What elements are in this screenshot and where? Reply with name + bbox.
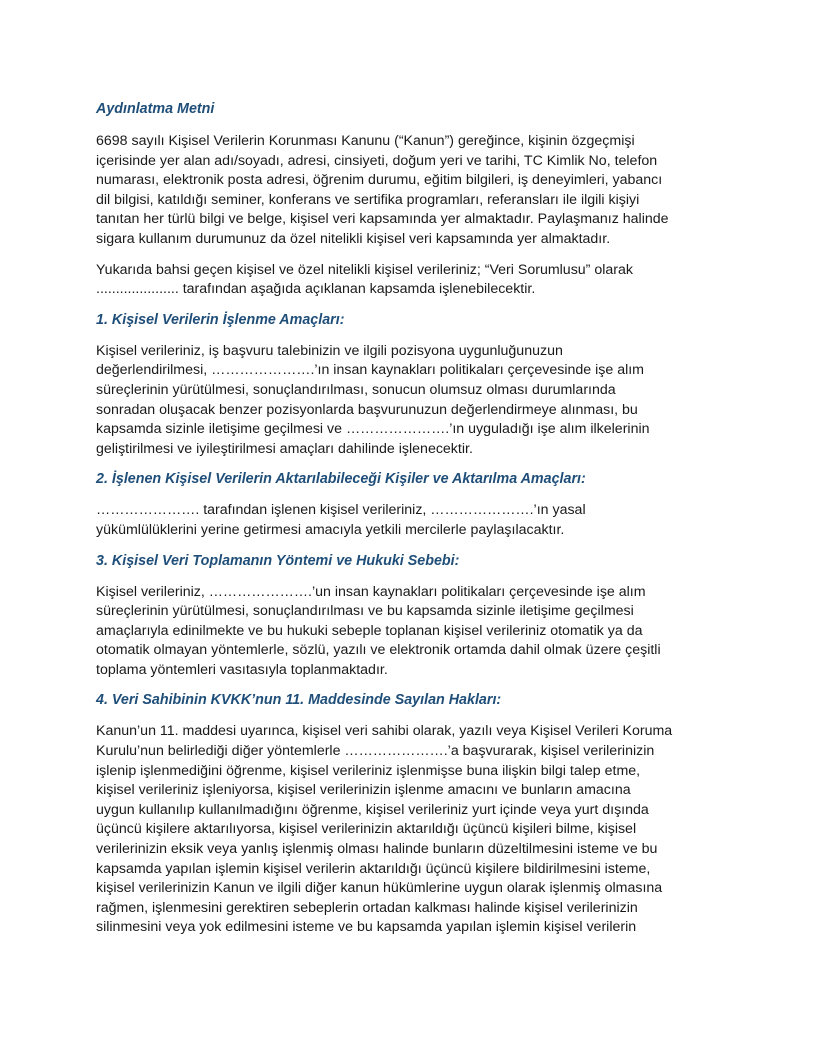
paragraph-line: silinmesini veya yok edilmesini isteme ve bu kapsamda yapılan işlemin kişisel verilerin xyxy=(96,919,637,936)
section-3-heading: 3. Kişisel Veri Toplamanın Yöntemi ve Hukuki Sebebi: xyxy=(96,552,460,569)
section-4-heading: 4. Veri Sahibinin KVKK’nun 11. Maddesinde Sayılan Hakları: xyxy=(96,692,502,709)
paragraph-line: yükümlülüklerini yerine getirmesi amacıyla yetkili mercilerle paylaşılacaktır. xyxy=(96,521,565,538)
paragraph-line: dil bilgisi, katıldığı seminer, konferans ve sertifika programları, referansları ile ilgili kişiyi xyxy=(96,191,640,208)
paragraph-line: verilerinizin eksik veya yanlış işlenmiş olması halinde bunların düzeltilmesini isteme ve bu xyxy=(96,841,658,858)
paragraph-line: süreçlerinin yürütülmesi, sonuçlandırılması ve bu kapsamda sizinle iletişime geçilmesi xyxy=(96,603,634,620)
intro-paragraph xyxy=(96,132,724,250)
paragraph-line: sonradan oluşacak benzer pozisyonlarda başvurunuzun değerlendirmeye alınması, bu xyxy=(96,401,638,418)
paragraph-line: geliştirilmesi ve iyileştirilmesi amaçları dahilinde işlenecektir. xyxy=(96,440,473,457)
section-2-paragraph xyxy=(96,501,724,540)
paragraph-line: 6698 sayılı Kişisel Verilerin Korunması Kanunu (“Kanun”) gereğince, kişinin özgeçmişi xyxy=(96,133,635,149)
document-title: Aydınlatma Metni xyxy=(96,101,215,117)
section-1-heading: 1. Kişisel Verilerin İşlenme Amaçları: xyxy=(96,311,345,328)
paragraph-line: ..................... tarafından aşağıda açıklanan kapsamda işlenebilecektir. xyxy=(96,281,536,298)
paragraph-line: kişisel verilerinizin Kanun ve ilgili diğer kanun hükümlerine uygun olarak işlenmiş olmasına xyxy=(96,880,663,897)
document-page xyxy=(96,100,724,938)
paragraph-line: tanıtan her türlü bilgi ve belge, kişisel veri kapsamında yer almaktadır. Paylaşmanız halinde xyxy=(96,211,669,228)
section-1-paragraph xyxy=(96,342,724,460)
paragraph-line: Kurulu’nun belirlediği diğer yöntemlerle ………………….’a başvurarak, kişisel verilerinizin xyxy=(96,743,655,760)
paragraph-line: sigara kullanım durumunuz da özel nitelikli kişisel veri kapsamında yer almaktadır. xyxy=(96,230,611,247)
paragraph-line: kapsamda yapılan işlemin kişisel verilerin aktarıldığı üçüncü kişilere bildirilmesini isteme, xyxy=(96,860,651,877)
paragraph-line: otomatik olmayan yöntemlerle, sözlü, yazılı ve elektronik ortamda dahil olmak üzere çeşitli xyxy=(96,642,661,659)
paragraph-line: üçüncü kişilere aktarılıyorsa, kişisel verilerinizin aktarıldığı üçüncü kişileri bilme, kişisel xyxy=(96,821,637,838)
paragraph-line: rağmen, işlenmesini gerektiren sebeplerin ortadan kalkması halinde kişisel verilerinizin xyxy=(96,899,638,916)
paragraph-line: Kişisel verileriniz, ………………….’un insan kaynakları politikaları çerçevesinde işe alım xyxy=(96,583,646,600)
section-3-paragraph xyxy=(96,583,724,681)
section-2-heading: 2. İşlenen Kişisel Verilerin Aktarılabileceği Kişiler ve Aktarılma Amaçları: xyxy=(96,471,586,488)
paragraph-line: kişisel verileriniz işleniyorsa, kişisel verilerinizin işlenme amacını ve bunların amacına xyxy=(96,782,631,799)
paragraph-line: değerlendirilmesi, ………………….’ın insan kaynakları politikaları çerçevesinde işe alım xyxy=(96,362,644,379)
scope-paragraph xyxy=(96,261,724,300)
section-4-paragraph xyxy=(96,722,724,938)
paragraph-line: toplama yöntemleri vasıtasıyla toplanmaktadır. xyxy=(96,661,388,678)
paragraph-line: içerisinde yer alan adı/soyadı, adresi, cinsiyeti, doğum yeri ve tarihi, TC Kimlik No, telefon xyxy=(96,152,658,169)
paragraph-line: numarası, elektronik posta adresi, öğrenim durumu, eğitim bilgileri, iş deneyimleri, yabancı xyxy=(96,172,663,189)
paragraph-line: Yukarıda bahsi geçen kişisel ve özel nitelikli kişisel verileriniz; “Veri Sorumlusu” olarak xyxy=(96,261,633,278)
paragraph-line: Kanun’un 11. maddesi uyarınca, kişisel veri sahibi olarak, yazılı veya Kişisel Verileri Koruma xyxy=(96,723,673,740)
paragraph-line: uygun kullanılıp kullanılmadığını öğrenme, kişisel verileriniz yurt içinde veya yurt dışında xyxy=(96,801,649,818)
paragraph-line: …………………. tarafından işlenen kişisel verileriniz, ………………….’ın yasal xyxy=(96,502,586,519)
paragraph-line: işlenip işlenmediğini öğrenme, kişisel verileriniz işlenmişse buna ilişkin bilgi talep etme, xyxy=(96,762,641,779)
paragraph-line: kapsamda sizinle iletişime geçilmesi ve ………………….’ın uyguladığı işe alım ilkelerinin xyxy=(96,421,650,438)
paragraph-line: Kişisel verileriniz, iş başvuru talebinizin ve ilgili pozisyona uygunluğunuzun xyxy=(96,342,563,359)
paragraph-line: amaçlarıyla edinilmekte ve bu hukuki sebeple toplanan kişisel verileriniz otomatik ya da xyxy=(96,622,643,639)
paragraph-line: süreçlerinin yürütülmesi, sonuçlandırılması, sonucun olumsuz olması durumlarında xyxy=(96,381,616,398)
